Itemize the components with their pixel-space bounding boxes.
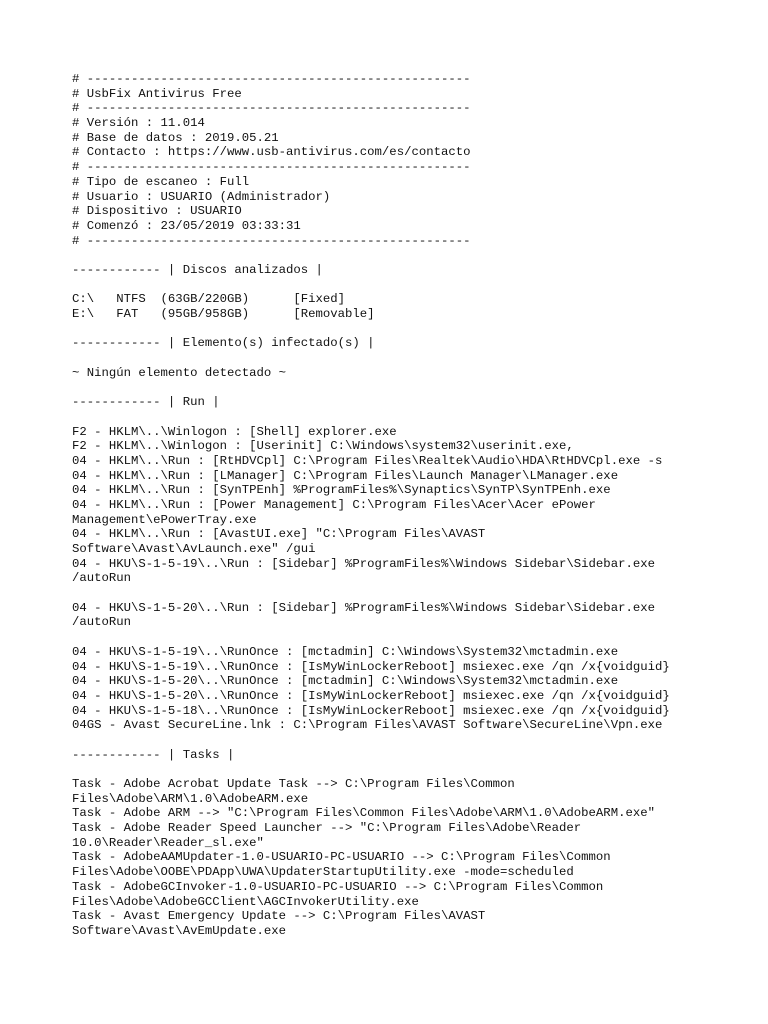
run-entry-line: 04 - HKLM\..\Run : [AvastUI.exe] "C:\Program Files\AVAST xyxy=(72,527,486,542)
task-entry-line: Task - Avast Emergency Update --> C:\Program Files\AVAST xyxy=(72,909,486,924)
spacer xyxy=(72,380,752,395)
run-entry-line: F2 - HKLM\..\Winlogon : [Shell] explorer.exe xyxy=(72,424,397,439)
contact-line: # Contacto : https://www.usb-antivirus.com/es/contacto xyxy=(72,145,471,160)
run-section xyxy=(72,395,752,733)
shortcut-entry-line: 04GS - Avast SecureLine.lnk : C:\Program Files\AVAST Software\SecureLine\Vpn.exe xyxy=(72,718,663,733)
device-line: # Dispositivo : USUARIO xyxy=(72,204,242,219)
run-entry-line: /autoRun xyxy=(72,615,132,630)
runonce-entry-line: 04 - HKU\S-1-5-20\..\RunOnce : [mctadmin] C:\Windows\System32\mctadmin.exe xyxy=(72,674,619,689)
task-entry-line: Task - Adobe Reader Speed Launcher --> "C:\Program Files\Adobe\Reader xyxy=(72,821,582,836)
task-entry-line: Files\Adobe\ARM\1.0\AdobeARM.exe xyxy=(72,791,309,806)
tasks-section xyxy=(72,748,752,939)
run-entry-line: Management\ePowerTray.exe xyxy=(72,512,257,527)
run-entry-line: 04 - HKU\S-1-5-20\..\Run : [Sidebar] %ProgramFiles%\Windows Sidebar\Sidebar.exe xyxy=(72,600,655,615)
run-entry-line: 04 - HKLM\..\Run : [Power Management] C:\Program Files\Acer\Acer ePower xyxy=(72,497,596,512)
runonce-entry-line: 04 - HKU\S-1-5-20\..\RunOnce : [IsMyWinLockerReboot] msiexec.exe /qn /x{voidguid} xyxy=(72,688,670,703)
runonce-entry-line: 04 - HKU\S-1-5-18\..\RunOnce : [IsMyWinLockerReboot] msiexec.exe /qn /x{voidguid} xyxy=(72,703,670,718)
app-title: # UsbFix Antivirus Free xyxy=(72,86,242,101)
header-block xyxy=(72,72,752,248)
task-entry-line: Software\Avast\AvEmUpdate.exe xyxy=(72,923,287,938)
task-entry-line: 10.0\Reader\Reader_sl.exe" xyxy=(72,835,264,850)
spacer xyxy=(72,351,752,366)
task-entry-line: Task - Adobe ARM --> "C:\Program Files\Common Files\Adobe\ARM\1.0\AdobeARM.exe" xyxy=(72,806,655,821)
started-line: # Comenzó : 23/05/2019 03:33:31 xyxy=(72,218,301,233)
infected-section xyxy=(72,336,752,380)
spacer xyxy=(72,322,752,337)
task-entry-line: Task - AdobeAAMUpdater-1.0-USUARIO-PC-USUARIO --> C:\Program Files\Common xyxy=(72,850,611,865)
run-entry-line: /autoRun xyxy=(72,571,132,586)
header-rule: # ---------------------------------------------------- xyxy=(72,101,471,116)
header-rule: # ---------------------------------------------------- xyxy=(72,233,471,248)
section-heading-infected: ------------ | Elemento(s) infectado(s) | xyxy=(72,336,375,351)
run-entry-line: Software\Avast\AvLaunch.exe" /gui xyxy=(72,542,316,556)
no-infection-message: ~ Ningún elemento detectado ~ xyxy=(72,365,287,380)
spacer xyxy=(72,733,752,748)
spacer xyxy=(72,586,752,601)
runonce-entry-line: 04 - HKU\S-1-5-19\..\RunOnce : [IsMyWinLockerReboot] msiexec.exe /qn /x{voidguid} xyxy=(72,659,670,674)
run-entry-line: 04 - HKU\S-1-5-19\..\Run : [Sidebar] %ProgramFiles%\Windows Sidebar\Sidebar.exe xyxy=(72,556,655,571)
spacer xyxy=(72,278,752,293)
run-entry-line: 04 - HKLM\..\Run : [RtHDVCpl] C:\Program Files\Realtek\Audio\HDA\RtHDVCpl.exe -s xyxy=(72,453,663,468)
user-line: # Usuario : USUARIO (Administrador) xyxy=(72,189,331,204)
run-entry-line: 04 - HKLM\..\Run : [SynTPEnh] %ProgramFiles%\Synaptics\SynTP\SynTPEnh.exe xyxy=(72,483,611,498)
disk-line: E:\ FAT (95GB/958GB) [Removable] xyxy=(72,307,375,321)
task-entry-line: Files\Adobe\OOBE\PDApp\UWA\UpdaterStartupUtility.exe -mode=scheduled xyxy=(72,865,574,880)
section-heading-tasks: ------------ | Tasks | xyxy=(72,747,235,762)
disks-section xyxy=(72,263,752,322)
task-entry-line: Task - AdobeGCInvoker-1.0-USUARIO-PC-USUARIO --> C:\Program Files\Common xyxy=(72,879,604,894)
spacer xyxy=(72,410,752,425)
section-heading-run: ------------ | Run | xyxy=(72,395,220,410)
run-entry-line: 04 - HKLM\..\Run : [LManager] C:\Program Files\Launch Manager\LManager.exe xyxy=(72,468,619,483)
scan-type-line: # Tipo de escaneo : Full xyxy=(72,174,250,189)
runonce-entry-line: 04 - HKU\S-1-5-19\..\RunOnce : [mctadmin] C:\Windows\System32\mctadmin.exe xyxy=(72,644,619,659)
disk-line: C:\ NTFS (63GB/220GB) [Fixed] xyxy=(72,292,346,307)
task-entry-line: Task - Adobe Acrobat Update Task --> C:\Program Files\Common xyxy=(72,777,515,791)
spacer xyxy=(72,248,752,263)
database-line: # Base de datos : 2019.05.21 xyxy=(72,130,279,145)
section-heading-disks: ------------ | Discos analizados | xyxy=(72,262,323,277)
header-rule: # ---------------------------------------------------- xyxy=(72,160,471,175)
log-document xyxy=(72,72,752,939)
task-entry-line: Files\Adobe\AdobeGCClient\AGCInvokerUtility.exe xyxy=(72,894,419,909)
run-entry-line: F2 - HKLM\..\Winlogon : [Userinit] C:\Windows\system32\userinit.exe, xyxy=(72,439,574,454)
header-rule: # ---------------------------------------------------- xyxy=(72,72,471,86)
spacer xyxy=(72,762,752,777)
spacer xyxy=(72,630,752,645)
version-line: # Versión : 11.014 xyxy=(72,116,205,131)
